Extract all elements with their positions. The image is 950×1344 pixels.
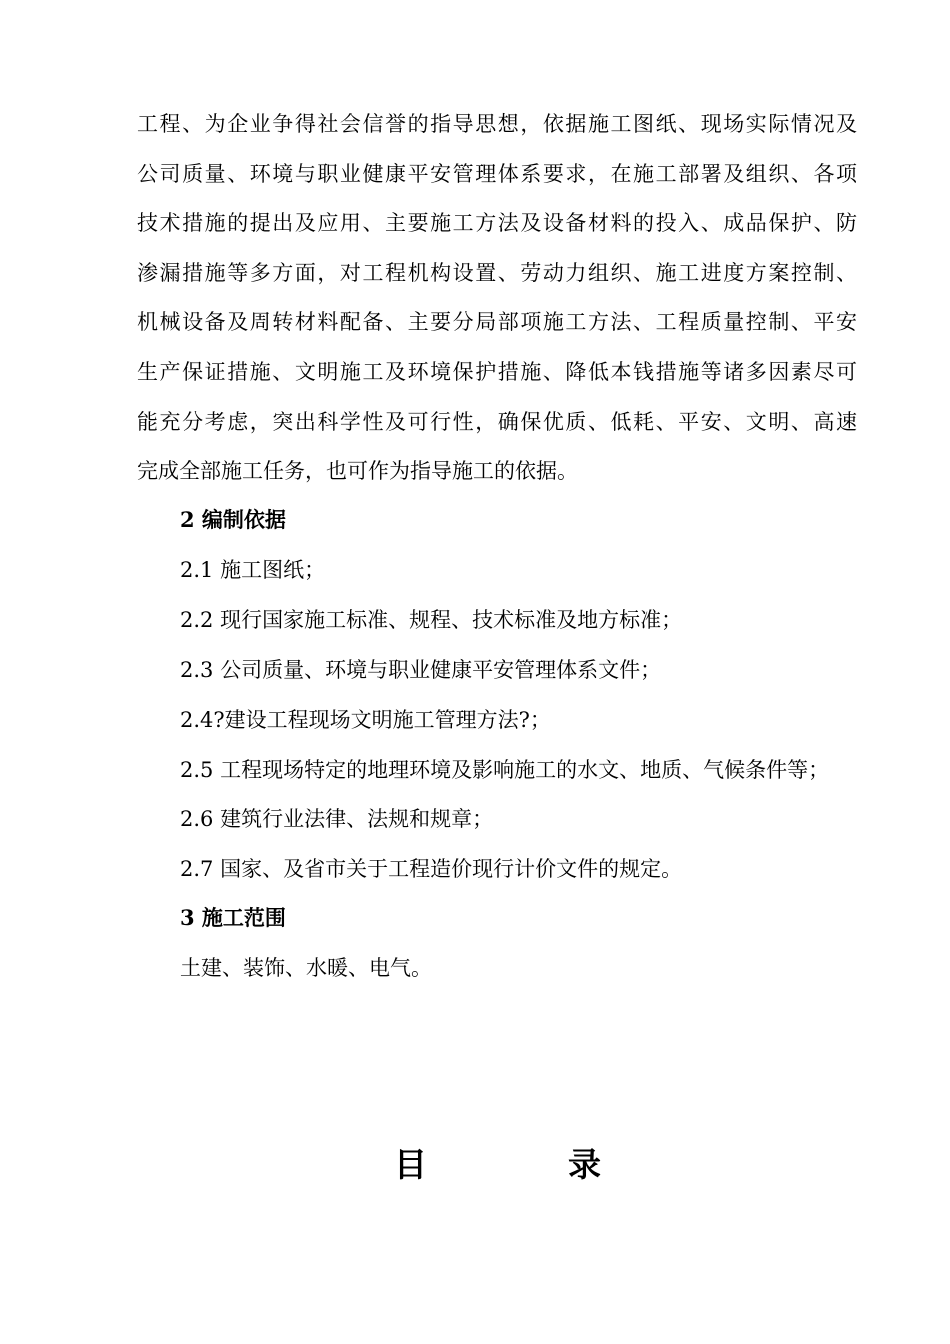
basis-item: 2.4?建设工程现场文明施工管理方法?； [180, 708, 551, 732]
intro-line: 生产保证措施、文明施工及环境保护措施、降低本钱措施等诸多因素尽可 [137, 359, 857, 384]
section-2-heading: 2 编制依据 [180, 507, 286, 532]
section-3-heading: 3 施工范围 [180, 905, 286, 930]
basis-item: 2.3 公司质量、环境与职业健康平安管理体系文件； [180, 658, 662, 682]
toc-title-char: 录 [568, 1145, 601, 1184]
intro-line: 能充分考虑，突出科学性及可行性，确保优质、低耗、平安、文明、高速 [137, 409, 857, 434]
intro-line: 工程、为企业争得社会信誉的指导思想，依据施工图纸、现场实际情况及 [137, 112, 857, 136]
scope-text: 土建、装饰、水暖、电气。 [180, 956, 432, 980]
toc-title-char: 目 [394, 1145, 427, 1184]
intro-paragraph [137, 100, 857, 497]
basis-item: 2.5 工程现场特定的地理环境及影响施工的水文、地质、气候条件等； [180, 758, 830, 782]
intro-line: 技术措施的提出及应用、主要施工方法及设备材料的投入、成品保护、防 [137, 211, 857, 236]
basis-item: 2.7 国家、及省市关于工程造价现行计价文件的规定。 [180, 857, 683, 881]
intro-line: 完成全部施工任务，也可作为指导施工的依据。 [137, 459, 578, 484]
intro-line: 机械设备及周转材料配备、主要分局部项施工方法、工程质量控制、平安 [137, 310, 857, 335]
intro-line: 渗漏措施等多方面，对工程机构设置、劳动力组织、施工进度方案控制、 [137, 260, 857, 285]
basis-item: 2.6 建筑行业法律、法规和规章； [180, 807, 494, 831]
intro-line: 公司质量、环境与职业健康平安管理体系要求，在施工部署及组织、各项 [137, 161, 857, 186]
basis-item: 2.1 施工图纸； [180, 558, 326, 582]
basis-item: 2.2 现行国家施工标准、规程、技术标准及地方标准； [180, 608, 683, 632]
